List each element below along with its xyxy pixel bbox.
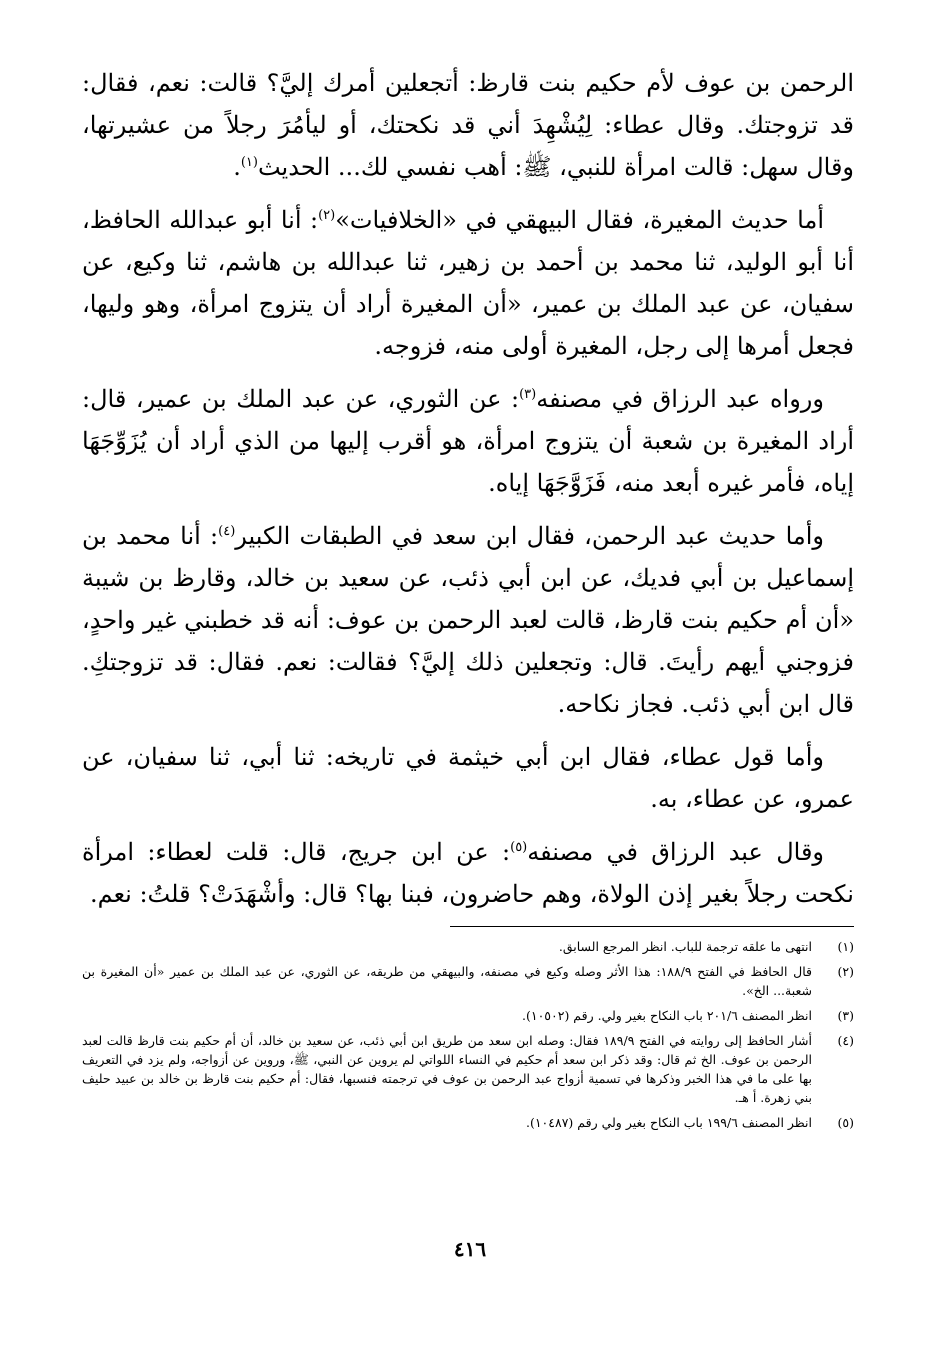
paragraph-3-text-a: ورواه عبد الرزاق في مصنفه: [536, 385, 824, 413]
paragraph-1-text: الرحمن بن عوف لأم حكيم بنت قارظ: أتجعلين أمرك إليَّ؟ قالت: نعم، فقال: قد تزوجتك. وقال عطاء: لِيُشْهِدَ أني قد نكحتك، أو ليأمُرَ رجلاً من عشيرتها، وقال سهل: قالت امرأة للنبي، ﷺ: أهب نفسي لك... الحديث: [82, 69, 854, 181]
paragraph-3-text-b: : عن الثوري، عن عبد الملك بن عمير، قال: أراد المغيرة بن شعبة أن يتزوج امرأة، هو أقرب إليها من الذي أراد أن يُزَوِّجَهَا إياه، فأمر غيره أبعد منه، فَزَوَّجَهَا إياه.: [82, 385, 854, 497]
page-number: ٤١٦: [453, 1237, 487, 1261]
paragraph-1-end: .: [233, 153, 241, 181]
note-ref-5: (٥): [510, 840, 528, 855]
paragraph-2-text-a: أما حديث المغيرة، فقال البيهقي في «الخلافيات»: [335, 206, 824, 234]
paragraph-4: [82, 515, 854, 725]
footnote-text: انتهى ما علقه ترجمة للباب. انظر المرجع السابق.: [558, 939, 812, 954]
footnote-text: قال الحافظ في الفتح ١٨٨/٩: هذا الأثر وصله وكيع في مصنفه، والبيهقي من طريقه، عن الثوري، عن عبد الملك بن عمير «أن المغيرة بن شعبة... الخ».: [82, 964, 812, 998]
footnote-text: انظر المصنف ٢٠١/٦ باب النكاح بغير ولي. رقم (١٠٥٠٢).: [522, 1008, 812, 1023]
paragraph-2: [82, 199, 854, 367]
paragraph-4-text-b: : أنا محمد بن إسماعيل بن أبي فديك، عن ابن أبي ذئب، عن سعيد بن خالد، وقارظ بن شيبة «أن أم حكيم بنت قارظ، قالت لعبد الرحمن بن عوف: أنه قد خطبني غير واحدٍ، فزوجني أيهم رأيتَ. قال: وتجعلين ذلك إليَّ؟ فقالت: نعم. فقال: قد تزوجتكِ. قال ابن أبي ذئب. فجاز نكاحه.: [82, 522, 854, 718]
footnote-text: انظر المصنف ١٩٩/٦ باب النكاح بغير ولي رقم (١٠٤٨٧).: [525, 1115, 812, 1130]
footnote-number: (٤): [837, 1033, 854, 1048]
footnote-item: [82, 937, 854, 956]
footnote-divider: [450, 926, 854, 927]
paragraph-6-text-b: : عن ابن جريج، قال: قلت لعطاء: امرأة نكحت رجلاً بغير إذن الولاة، وهم حاضرون، فبنا بها؟ قال: وأشْهَدَتْ؟ قلتُ: نعم.: [82, 838, 854, 908]
note-ref-1: (١): [240, 155, 258, 170]
main-text: [82, 62, 854, 915]
footnote-number: (٣): [837, 1008, 854, 1023]
paragraph-6-text-a: وقال عبد الرزاق في مصنفه: [527, 838, 825, 866]
footnote-item: [82, 962, 854, 1000]
paragraph-5: [82, 736, 854, 820]
footnote-item: [82, 1031, 854, 1107]
footnote-number: (٥): [837, 1115, 854, 1130]
note-ref-2: (٢): [318, 208, 336, 223]
footnote-item: [82, 1006, 854, 1025]
paragraph-3: [82, 378, 854, 504]
paragraph-5-text: وأما قول عطاء، فقال ابن أبي خيثمة في تاريخه: ثنا أبي، ثنا سفيان، عن عمرو، عن عطاء، به.: [82, 743, 854, 813]
footnote-number: (١): [837, 939, 854, 954]
paragraph-1: [82, 62, 854, 188]
note-ref-4: (٤): [218, 524, 236, 539]
paragraph-6: [82, 831, 854, 915]
footnotes: [82, 937, 854, 1132]
footnote-number: (٢): [837, 964, 854, 979]
paragraph-2-text-b: : أنا أبو عبدالله الحافظ، أنا أبو الوليد، ثنا محمد بن أحمد بن زهير، ثنا عبدالله بن هاشم، ثنا وكيع، عن سفيان، عن عبد الملك بن عمير، «أن المغيرة أراد أن يتزوج امرأة، وهو وليها، فجعل أمرها إلى رجل، المغيرة أولى منه، فزوجه.: [82, 206, 854, 360]
footnote-text: أشار الحافظ إلى روايته في الفتح ١٨٩/٩ فقال: وصله ابن سعد من طريق ابن أبي ذئب، عن سعيد بن خالد، أن أم حكيم بنت قارظ قالت لعبد الرحمن بن عوف. الخ ثم قال: وقد ذكر ابن سعد أم حكيم في النساء اللواتي لم يروين عن النبي، ﷺ، وروين عن أزواجه، ولم يزد في التعريف بها على ما في هذا الخبر وذكرها في تسمية أزواج عبد الرحمن بن عوف في ترجمته فنسبها، فقال: أم حكيم بنت قارظ بن خالد بن عبيد حليف بني زهرة. أ هـ.: [82, 1033, 812, 1105]
note-ref-3: (٣): [519, 387, 537, 402]
paragraph-4-text-a: وأما حديث عبد الرحمن، فقال ابن سعد في الطبقات الكبير: [235, 522, 824, 550]
footnote-item: [82, 1113, 854, 1132]
page-content: [82, 62, 854, 1138]
